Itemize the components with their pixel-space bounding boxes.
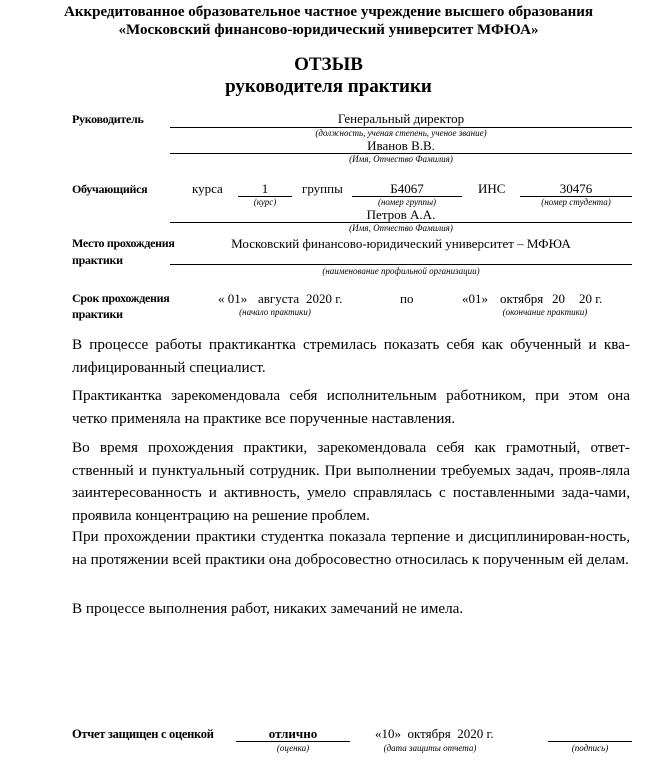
period-end-month: октября (500, 291, 544, 306)
signature-caption: (подпись) (571, 743, 609, 753)
place-underline (170, 264, 632, 265)
student-name-caption: (Имя, Отчество Фамилия) (349, 223, 453, 233)
review-paragraph-2: Практикантка зарекомендовала себя исполнительным работником, при этом она четко применяла на практике все порученные наставления. (72, 387, 630, 427)
group-value: Б4067 (390, 181, 424, 196)
defense-date-caption: (дата защиты отчета) (383, 743, 477, 753)
student-id-caption: (номер студента) (541, 197, 611, 207)
supervisor-position-caption: (должность, ученая степень, ученое звание) (315, 128, 487, 138)
period-end-caption: (окончание практики) (502, 307, 588, 317)
place-label-line1: Место прохождения (72, 236, 175, 250)
group-label: группы (302, 181, 343, 196)
document-subtitle: руководителя практики (225, 76, 432, 97)
period-label-line2: практики (72, 307, 123, 321)
period-start-caption: (начало практики) (239, 307, 311, 317)
grade-caption: (оценка) (276, 743, 310, 753)
period-end-year-suffix: 20 г. (579, 291, 603, 306)
grade-underline (236, 741, 350, 742)
period-end-day: «01» (462, 291, 488, 306)
course-label: курса (192, 181, 223, 196)
period-label-line1: Срок прохождения (72, 291, 170, 305)
defense-date: «10» октября 2020 г. (375, 726, 494, 741)
institution-name-line1: Аккредитованное образовательное частное учреждение высшего образования (64, 4, 593, 20)
supervisor-label: Руководитель (72, 112, 144, 126)
student-name: Петров А.А. (366, 207, 436, 222)
student-id-label: ИНС (478, 181, 506, 196)
course-value: 1 (261, 181, 269, 196)
student-label: Обучающийся (72, 182, 148, 196)
signature-field (548, 726, 632, 741)
supervisor-name: Иванов В.В. (367, 138, 435, 153)
signature-underline (548, 741, 632, 742)
review-paragraph-3: Во время прохождения практики, зарекомендовала себя как грамотный, ответ-ственный и пунктуальный сотрудник. При выполнении требуемых задач, прояв-ляла заинтересованность и активность, умело справлялась с поставленными зада-чами, проявила концентрацию на решение проблем. (72, 439, 630, 524)
period-start-month: августа (258, 291, 300, 306)
group-caption: (номер группы) (377, 197, 437, 207)
period-end-year-prefix: 20 (552, 291, 565, 306)
review-paragraph-1: В процессе работы практикантка стремилась показать себя как обученный и ква-лифицированный специалист. (72, 336, 630, 376)
place-label-line2: практики (72, 253, 123, 267)
review-paragraph-5: В процессе выполнения работ, никаких замечаний не имела. (72, 600, 464, 617)
student-id-value: 30476 (559, 181, 593, 196)
period-start-day: « 01» (218, 291, 248, 306)
period-separator: по (400, 291, 414, 306)
course-caption: (курс) (253, 197, 277, 207)
place-caption: (наименование профильной организации) (322, 266, 480, 276)
review-paragraph-4: При прохождении практики студентка показала терпение и дисциплинирован-ность, на протяжении всей практики она добросовестно относилась к порученным ей делам. (72, 528, 630, 568)
supervisor-position: Генеральный директор (337, 111, 465, 126)
document-title: ОТЗЫВ (294, 54, 363, 75)
grade-value: отлично (268, 726, 318, 741)
institution-name-line2: «Московский финансово-юридический университет МФЮА» (118, 22, 539, 38)
period-start-year: 2020 г. (306, 291, 343, 306)
supervisor-name-caption: (Имя, Отчество Фамилия) (349, 154, 453, 164)
place-value: Московский финансово-юридический университет – МФЮА (231, 236, 571, 251)
defense-label: Отчет защищен с оценкой (72, 727, 214, 741)
